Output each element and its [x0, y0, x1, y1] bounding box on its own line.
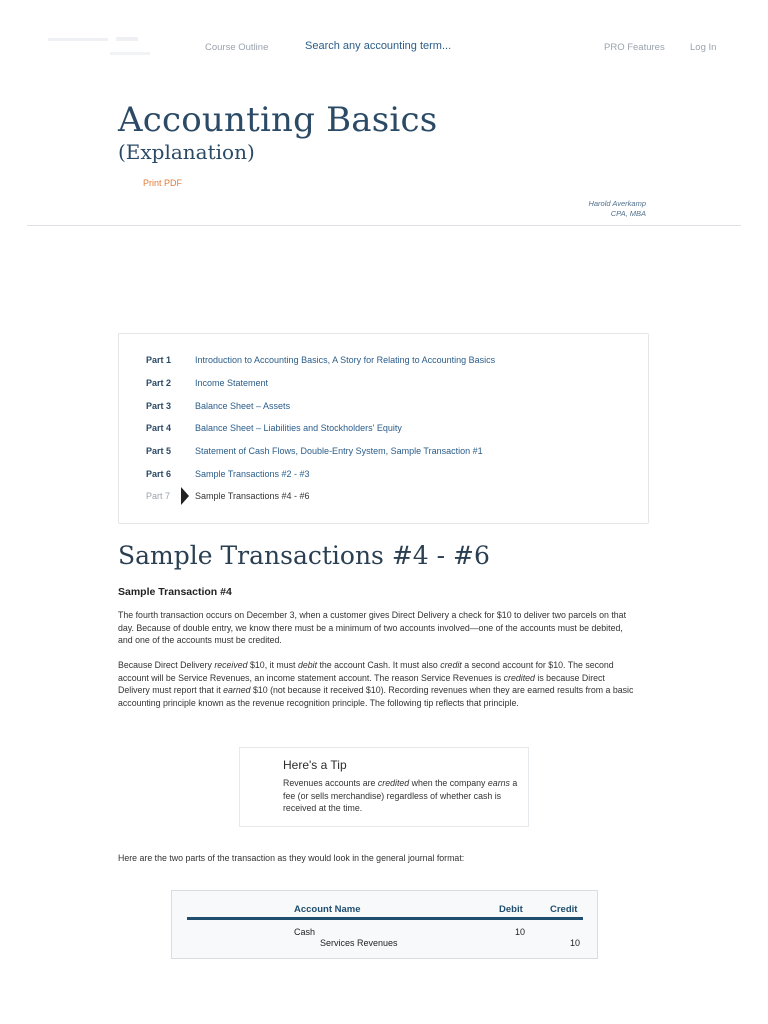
- outline-item-part-3[interactable]: [146, 401, 636, 417]
- outline-item-part-6[interactable]: [146, 469, 636, 485]
- nav-log-in[interactable]: Log In: [690, 42, 717, 53]
- part-title-link[interactable]: Sample Transactions #2 - #3: [195, 469, 310, 479]
- tip-title: Here's a Tip: [283, 758, 347, 772]
- part-number: Part 5: [146, 446, 172, 456]
- nav-pro-features[interactable]: PRO Features: [604, 42, 665, 53]
- part-title-link[interactable]: Statement of Cash Flows, Double-Entry System, Sample Transaction #1: [195, 446, 483, 456]
- outline-item-part-1[interactable]: [146, 355, 636, 371]
- nav-course-outline[interactable]: Course Outline: [205, 42, 269, 53]
- part-number: Part 6: [146, 469, 172, 479]
- author-byline: [588, 199, 646, 219]
- site-logo[interactable]: [44, 30, 154, 64]
- row-account: Services Revenues: [320, 938, 398, 948]
- outline-item-part-4[interactable]: [146, 423, 636, 439]
- part-number: Part 3: [146, 401, 172, 411]
- page-title: Accounting Basics: [118, 100, 438, 140]
- tip-box: [239, 747, 529, 827]
- paragraph-2: Because Direct Delivery received $10, it must debit the account Cash. It must also credit a second account for $10. The second account will be Service Revenues, an income statement account. The reason Service Revenues is credited is because Direct Delivery must report that it earned $10 (not because it received $10). Recording revenues when they are earned results from a basic accounting principle known as the revenue recognition principle. The following tip reflects that principle.: [118, 660, 634, 708]
- search-input[interactable]: Search any accounting term...: [305, 40, 452, 52]
- row-credit: 10: [570, 938, 581, 948]
- row-debit: 10: [515, 927, 526, 937]
- tip-body: Revenues accounts are credited when the company earns a fee (or sells merchandise) regardless of whether cash is received at the time.: [283, 778, 518, 814]
- part-number: Part 7: [146, 491, 171, 501]
- row-account: Cash: [294, 927, 316, 937]
- header-divider: [27, 225, 741, 226]
- author-name: Harold Averkamp: [588, 199, 646, 208]
- subsection-heading: Sample Transaction #4: [118, 586, 232, 598]
- outline-item-part-2[interactable]: [146, 378, 636, 394]
- print-pdf-link[interactable]: Print PDF: [143, 178, 183, 188]
- part-title-link[interactable]: Balance Sheet – Liabilities and Stockholders' Equity: [195, 423, 402, 433]
- part-number: Part 1: [146, 355, 172, 365]
- paragraph-1: The fourth transaction occurs on December 3, when a customer gives Direct Delivery a check for $10 to deliver two parcels on that day. Because of double entry, we know there must be a minimum of two accounts involved—one of the accounts must be debited, and one of the accounts must be credited.: [118, 610, 627, 646]
- part-title-link[interactable]: Introduction to Accounting Basics, A Story for Relating to Accounting Basics: [195, 355, 496, 365]
- course-outline-box: [118, 333, 649, 524]
- part-title-link[interactable]: Income Statement: [195, 378, 269, 388]
- journal-entry-table: [171, 890, 598, 959]
- outline-item-part-5[interactable]: [146, 446, 636, 462]
- author-credentials: CPA, MBA: [610, 209, 646, 218]
- paragraph-3: Here are the two parts of the transaction as they would look in the general journal format:: [118, 853, 465, 863]
- column-header-account: Account Name: [294, 904, 361, 915]
- outline-item-part-7-current: [146, 491, 636, 507]
- part-number: Part 2: [146, 378, 172, 388]
- page-subtitle: (Explanation): [118, 140, 255, 164]
- section-heading: Sample Transactions #4 - #6: [118, 541, 490, 570]
- header-rule: [187, 917, 583, 920]
- part-title-link[interactable]: Balance Sheet – Assets: [195, 401, 291, 411]
- part-title: Sample Transactions #4 - #6: [195, 491, 310, 501]
- column-header-credit: Credit: [550, 904, 578, 915]
- current-part-arrow-icon: [181, 487, 189, 505]
- column-header-debit: Debit: [499, 904, 523, 915]
- part-number: Part 4: [146, 423, 172, 433]
